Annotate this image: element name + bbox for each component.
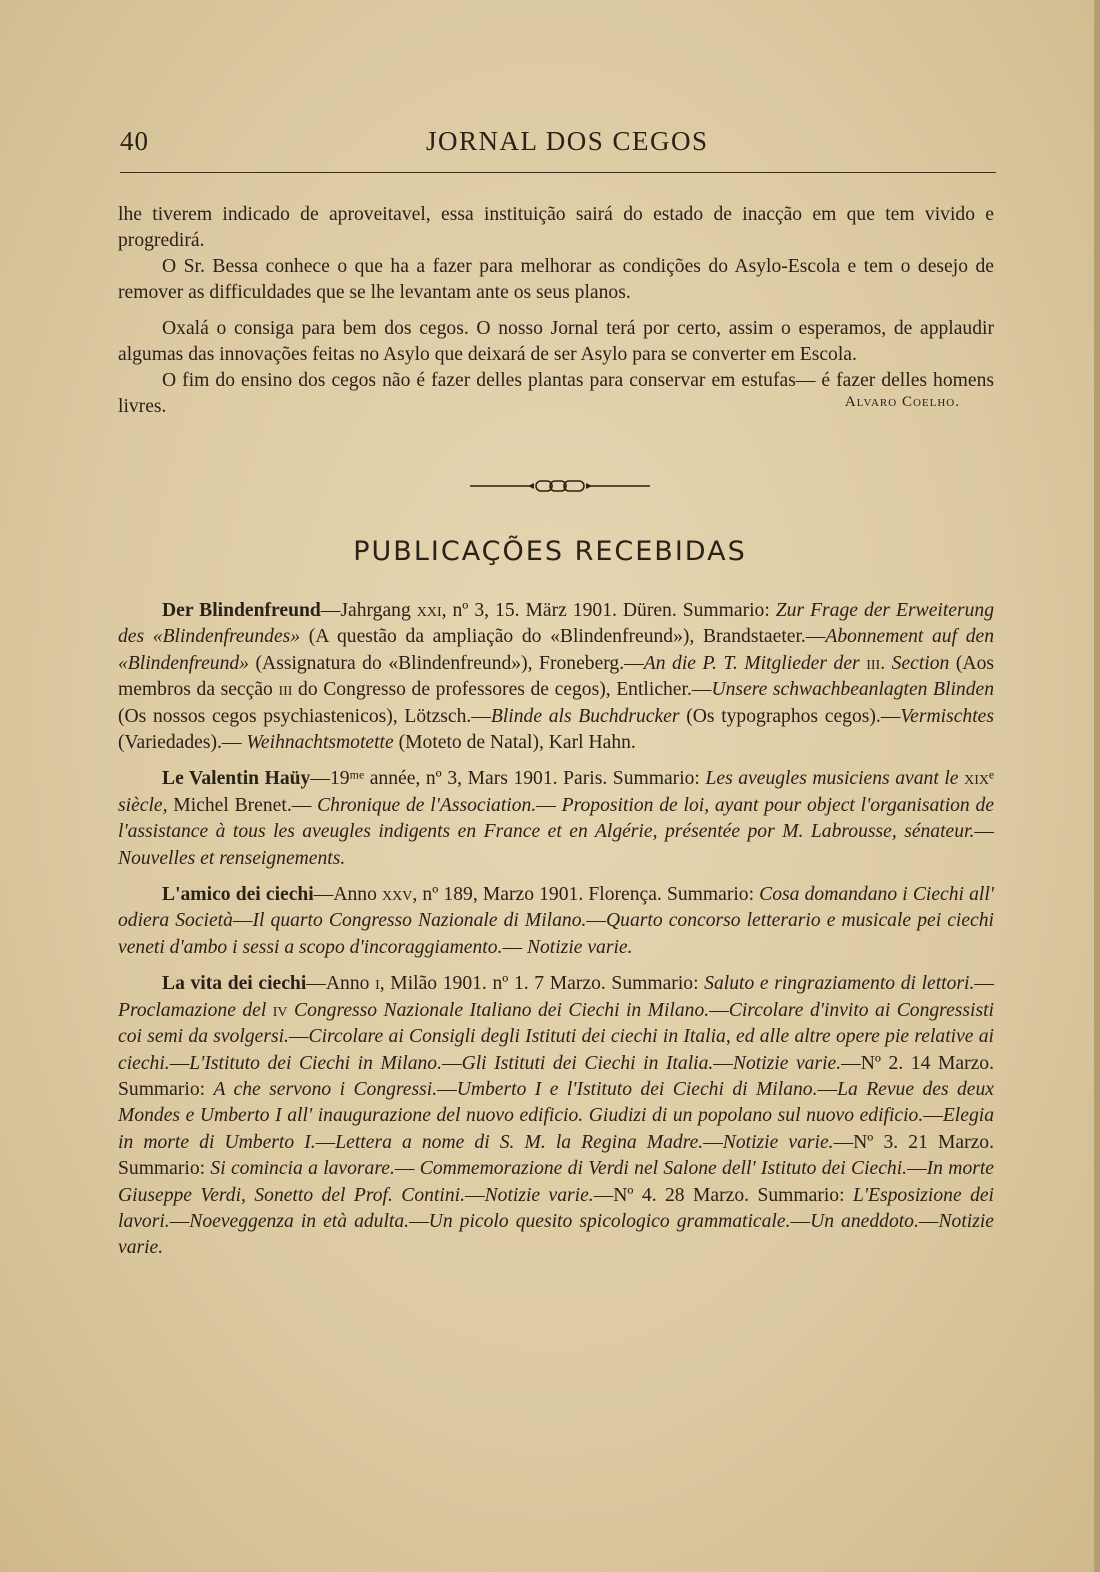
publication-text: Noeveggenza in età adulta.	[189, 1210, 410, 1232]
publication-text: —	[713, 1052, 733, 1074]
publication-title: L'amico dei ciechi	[162, 884, 314, 906]
publication-text: Weihnachtsmotette	[246, 732, 394, 754]
publication-text: —	[288, 1026, 309, 1048]
publication-text: , nº 189, Marzo 1901. Florença. Summario:	[412, 884, 760, 906]
publications-list	[118, 598, 994, 1272]
publication-text: Les aveugles musiciens avant le	[705, 768, 965, 790]
publication-text: Quarto concorso letterario e musicale pei ciechi veneti d'ambo i sessi a scopo d'incoraggiamento.	[118, 910, 994, 958]
publication-text: Un aneddoto.	[810, 1210, 919, 1232]
publication-text: —	[502, 936, 527, 958]
publication-text: L'Istituto dei Ciechi in Milano.	[189, 1052, 442, 1074]
publication-text: Gli Istituti dei Ciechi in Italia.	[461, 1052, 714, 1074]
publication-text: —	[703, 1131, 723, 1153]
publication-text: Notizie varie.	[732, 1052, 842, 1074]
publication-text: iv	[272, 999, 288, 1021]
publication-text: —Nº 3. 21 Marzo. Summario:	[118, 1131, 994, 1180]
publication-entry	[118, 882, 994, 961]
publication-text: —Jahrgang	[320, 600, 417, 621]
publication-text: —	[394, 1158, 420, 1180]
publication-text: Notizie varie.	[526, 936, 633, 958]
publication-text: Saluto e ringraziamento di lettori.	[704, 973, 975, 995]
publication-entry	[118, 766, 994, 872]
publication-text: siècle,	[118, 794, 168, 816]
publication-text: Si comincia a lavorare.	[210, 1158, 395, 1180]
publication-text: —	[918, 1210, 939, 1232]
article-continuation	[118, 202, 994, 417]
section-title: PUBLICAÇÕES RECEBIDAS	[353, 536, 747, 567]
publication-text: An die P. T. Mitglieder der	[643, 652, 860, 674]
publication-text: iii	[866, 652, 881, 674]
publication-text: Cosa domandano i Ciechi all' odiera Società	[118, 884, 994, 932]
publication-text: —	[409, 1210, 429, 1232]
publication-title: Der Blindenfreund	[162, 600, 321, 621]
publication-text: Vermischtes	[900, 705, 994, 727]
page-edge	[1094, 0, 1100, 1572]
publication-text: Un picolo quesito spicologico grammaticale.	[428, 1210, 791, 1232]
publication-entry	[118, 971, 994, 1261]
publication-text: —	[232, 910, 253, 932]
publication-text: (Moteto de Natal), Karl Hahn.	[393, 732, 636, 754]
publication-text: A che servono i Congressi.	[213, 1078, 438, 1100]
publication-text: do Congresso de professores de cegos), Entlicher.—	[292, 679, 712, 701]
publication-text: xixᵉ	[964, 768, 994, 790]
publication-text: —	[790, 1210, 811, 1232]
publication-text: Il quarto Congresso Nazionale di Milano.	[252, 910, 587, 932]
publication-text: (Variedades).—	[118, 732, 247, 754]
publication-text: xxi	[416, 600, 442, 621]
publication-text: —	[817, 1078, 838, 1100]
publication-text: Notizie varie.	[722, 1131, 834, 1153]
publication-text: iii	[278, 679, 293, 701]
publication-text: Umberto I e l'Istituto dei Ciechi di Milano.	[456, 1078, 818, 1100]
publication-text: Blinde als Buchdrucker	[490, 705, 680, 727]
publication-text: —	[923, 1105, 943, 1127]
running-header	[120, 126, 996, 166]
publication-text: Proposition de loi, ayant pour object l'organisation de l'assistance à tous les aveugles indigents en France et en Algérie, présentée por M. Labrousse, sénateur.	[118, 794, 995, 843]
publication-text: Lettera a nome di S. M. la Regina Madre.	[335, 1131, 704, 1153]
publication-text: —Anno	[313, 884, 383, 906]
publication-text: —19ᵐᵉ année, nº 3, Mars 1901. Paris. Summario:	[310, 768, 706, 790]
publication-text: Proclamazione del	[118, 999, 273, 1021]
publication-text: —	[169, 1052, 190, 1074]
publication-text: (Aos membros da secção	[118, 652, 994, 701]
page-number: 40	[120, 126, 149, 156]
publication-text: Notizie varie.	[484, 1184, 594, 1206]
publication-text: —	[315, 1131, 336, 1153]
publication-text: , nº 3, 15. März 1901. Düren. Summario:	[441, 600, 776, 621]
publication-text: La Revue des deux Mondes e Umberto I all' inaugurazione del nuovo edificio. Giudizi di un popolano sul nuovo edificio.	[118, 1078, 994, 1127]
publication-text: —	[974, 973, 994, 995]
publication-text: (Os typographos cegos).—	[679, 705, 901, 727]
article-paragraph: O Sr. Bessa conhece o que ha a fazer para melhorar as condições do Asylo-Escola e tem o desejo de remover as difficuldades que se lhe levantam ante os seus planos.	[118, 256, 994, 303]
publication-text: Abonnement auf den «Blindenfreund»	[118, 626, 994, 674]
publication-text: —	[441, 1052, 462, 1074]
article-paragraph: Oxalá o consiga para bem dos cegos. O nosso Jornal terá por certo, assim o esperamos, de applaudir algumas das innovações feitas no Asylo que deixará de ser Asylo para se converter em Escola.	[118, 318, 994, 365]
publication-title: Le Valentin Haüy	[162, 768, 311, 790]
publication-text: —Nº 2. 14 Marzo. Summario:	[118, 1052, 994, 1100]
publication-text: —	[907, 1158, 927, 1180]
publication-title: La vita dei ciechi	[162, 973, 307, 995]
publication-text: , Milão 1901. nº 1. 7 Marzo. Summario:	[379, 973, 705, 995]
publication-text: Elegia in morte di Umberto I.	[118, 1105, 994, 1153]
ornament-divider-icon	[470, 476, 650, 496]
publication-text: xxv	[382, 884, 413, 906]
publication-text: —	[974, 821, 994, 843]
header-rule	[120, 172, 996, 173]
publication-text: (A questão da ampliação do «Blindenfreund»), Brandstaeter.—	[300, 626, 826, 648]
author-signature: Alvaro Coelho.	[844, 394, 960, 410]
publication-text: —	[536, 794, 562, 816]
publication-text: (Os nossos cegos psychiastenicos), Lötzsch.—	[118, 705, 491, 727]
publication-text: —Anno	[306, 973, 376, 995]
publication-text: Zur Frage der Erweiterung des «Blindenfreundes»	[118, 600, 994, 648]
publication-text: Section	[891, 652, 950, 674]
publication-text: Commemorazione di Verdi nel Salone dell' Istituto dei Ciechi.	[419, 1158, 908, 1180]
article-paragraph: lhe tiverem indicado de aproveitavel, essa instituição sairá do estado de inacção em que tem vivido e progredirá.	[118, 204, 994, 251]
journal-title: JORNAL DOS CEGOS	[426, 126, 709, 156]
publication-text: Circolare ai Consigli degli Istituti dei ciechi in Italia, ed alle altre opere pie relative ai ciechi.	[118, 1026, 994, 1074]
publication-text: .	[880, 652, 892, 674]
publication-text: In morte Giuseppe Verdi, Sonetto del Prof. Contini.	[118, 1158, 995, 1206]
publication-text: —	[586, 910, 607, 932]
publication-text: —	[437, 1078, 457, 1100]
publication-text: —	[709, 999, 729, 1021]
publication-text: i	[375, 973, 380, 995]
publication-text: Chronique de l'Association.	[317, 794, 537, 816]
publication-text: Circolare d'invito ai Congressisti coi semi da svolgersi.	[118, 999, 994, 1048]
publication-text: Unsere schwachbeanlagten Blinden	[711, 679, 995, 701]
publication-text: (Assignatura do «Blindenfreund»), Froneberg.—	[248, 652, 644, 674]
publication-text: Notizie varie.	[118, 1210, 995, 1259]
publication-entry	[118, 598, 994, 756]
publication-text: Nouvelles et renseignements.	[118, 847, 346, 869]
publication-text: L'Esposizione dei lavori.	[118, 1184, 995, 1232]
publication-text: Congresso Nazionale Italiano dei Ciechi in Milano.	[287, 999, 710, 1021]
publication-text: —Nº 4. 28 Marzo. Summario:	[593, 1184, 853, 1206]
article-paragraph-text: O fim do ensino dos cegos não é fazer delles plantas para conservar em estufas— é fazer delles homens livres.	[118, 370, 994, 417]
publication-text: Michel Brenet.—	[167, 794, 318, 816]
publication-text: —	[464, 1184, 485, 1206]
publication-text: —	[169, 1210, 190, 1232]
